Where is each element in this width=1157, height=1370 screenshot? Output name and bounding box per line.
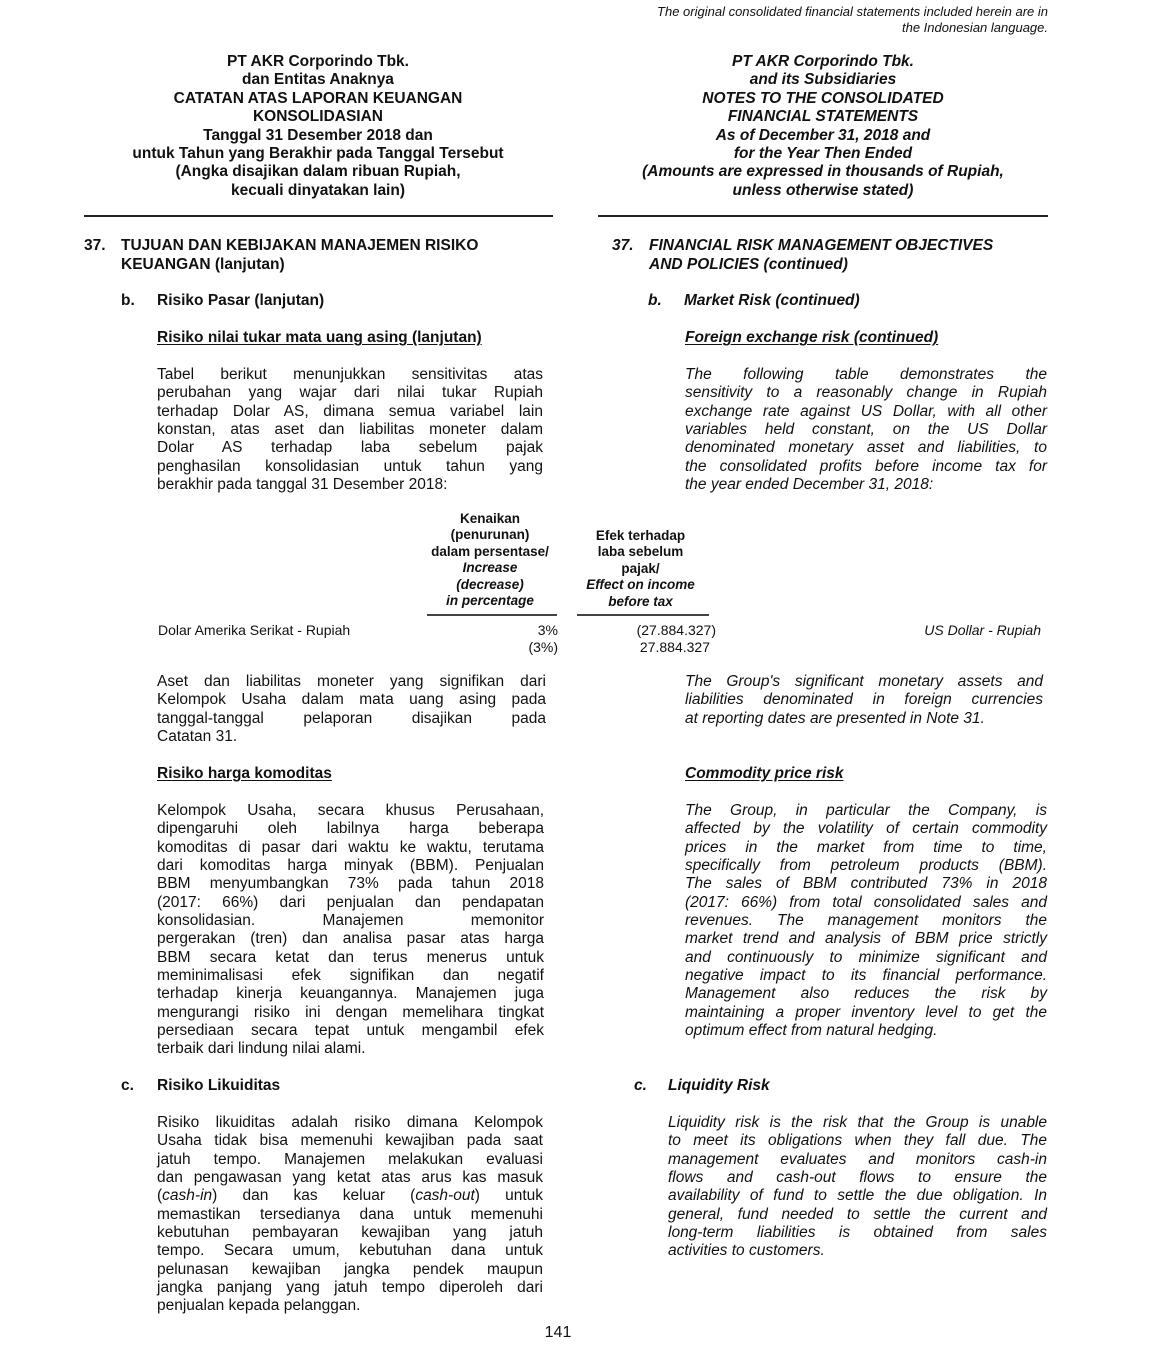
subsection-liquidity-risk-en [634,1077,1034,1097]
text-line: konsolidasian. Manajemen memonitor [157,912,544,930]
row-label-id: Dolar Amerika Serikat - Rupiah [158,622,351,638]
commodity-heading-id: Risiko harga komoditas [157,765,332,782]
text-line: The sales of BBM contributed 73% in 2018 [685,875,1047,893]
header-line: Tanggal 31 Desember 2018 dan [203,126,433,144]
text-line: penjualan kepada pelanggan. [157,1297,361,1315]
subsection-market-risk-en [648,292,1048,312]
text-line: jatuh tempo. Manajemen melakukan evaluasi [157,1150,543,1168]
header-divider-right [598,215,1048,217]
commodity-paragraph-id [157,802,544,1059]
text-line: availability of fund to settle the due obligation. In [668,1187,1047,1205]
text-line: Catatan 31. [157,728,238,746]
header-line: (decrease) [456,576,524,592]
text-line: tanggal-tanggal pelaporan disajikan pada [157,709,546,727]
header-line: KONSOLIDASIAN [252,108,384,126]
text-line: Liquidity risk is the risk that the Group is unable [668,1114,1047,1131]
row-label-en: US Dollar - Rupiah [924,622,1041,638]
header-line: before tax [608,593,673,609]
section-title-indonesian [84,237,554,277]
header-line: (penurunan) [450,527,530,543]
text-line: the consolidated profits before income tax for [685,457,1047,475]
text-line: mengurangi risiko ini dengan memelihara tingkat [157,1003,544,1021]
commodity-heading-en: Commodity price risk [685,765,844,782]
section-number: 37. [84,237,106,254]
header-line: dalam persentase/ [431,543,549,559]
fx-note-en [685,673,1043,728]
liquidity-paragraph-id [157,1114,543,1316]
row-effect: (27.884.327) [636,622,716,638]
table-header-rule-pct [427,614,557,616]
header-line: Efek terhadap [595,528,686,543]
disclaimer-line-2: the Indonesian language. [901,20,1048,35]
text-line: berakhir pada tanggal 31 Desember 2018: [157,476,448,494]
fx-paragraph-en [685,366,1047,494]
text-line: dan pengawasan yang ketat atas arus kas masuk [157,1169,543,1187]
subsection-title: Market Risk (continued) [684,292,860,309]
header-line: PT AKR Corporindo Tbk. [227,53,409,70]
text-line: denominated monetary asset and liabilities, to [685,439,1047,457]
text-line: BBM menyumbangkan 73% pada tahun 2018 [157,875,544,893]
text-line: BBM secara ketat dan terus menerus untuk [157,948,544,966]
header-line: Kenaikan [459,511,521,526]
row-pct: 3% [537,622,558,638]
text-line: memastikan tersedianya dana untuk memenuhi [157,1205,543,1223]
subsection-title: Risiko Likuiditas [157,1077,281,1094]
header-line: (Amounts are expressed in thousands of Rupiah, [642,163,1004,181]
text-line: The following table demonstrates the [685,366,1047,383]
header-line: pajak/ [621,560,660,576]
commodity-paragraph-en [685,802,1047,1040]
text-line: general, fund needed to settle the current and [668,1205,1047,1223]
header-line: for the Year Then Ended [733,145,913,163]
text-line: at reporting dates are presented in Note 31. [685,709,985,727]
header-line: NOTES TO THE CONSOLIDATED [702,89,944,107]
text-line: optimum effect from natural hedging. [685,1022,938,1040]
header-line: in percentage [446,593,534,609]
row-effect: 27.884.327 [639,639,710,655]
text-line: negative impact to its financial performance. [685,967,1047,985]
section-title-line: KEUANGAN (lanjutan) [121,255,285,273]
text-line: Tabel berikut menunjukkan sensitivitas atas [157,366,543,383]
header-divider-left [84,215,553,217]
text-line: dipengaruhi oleh labilnya harga beberapa [157,820,544,838]
header-line: kecuali dinyatakan lain) [230,181,405,199]
text-line: konstan, atas aset dan liabilitas moneter dalam [157,421,543,439]
text-line: Risiko likuiditas adalah risiko dimana Kelompok [157,1114,543,1131]
header-line: Increase [462,560,518,576]
text-line: long-term liabilities is obtained from sales [668,1224,1047,1242]
text-line: affected by the volatility of certain commodity [685,820,1047,838]
text-line: terbaik dari lindung nilai alami. [157,1040,366,1058]
translation-disclaimer [600,4,1048,36]
header-line: CATATAN ATAS LAPORAN KEUANGAN [173,89,463,107]
subsection-title: Risiko Pasar (lanjutan) [157,292,325,309]
text-line: pelunasan kewajiban jangka pendek maupun [157,1260,543,1278]
section-title-line: TUJUAN DAN KEBIJAKAN MANAJEMEN RISIKO [121,237,479,254]
header-line: (Angka disajikan dalam ribuan Rupiah, [175,163,461,181]
header-indonesian [84,53,552,200]
text-line: tempo. Secara umum, kebutuhan dana untuk [157,1242,543,1260]
section-title-english [612,237,1052,277]
text-line: dari komoditas harga minyak (BBM). Penjualan [157,857,544,875]
header-line: PT AKR Corporindo Tbk. [732,53,914,70]
header-line: untuk Tahun yang Berakhir pada Tanggal Tersebut [132,145,504,163]
text-line: revenues. The management monitors the [685,912,1047,930]
header-line: unless otherwise stated) [732,181,914,199]
text-line: activities to customers. [668,1242,825,1260]
text-line: Usaha tidak bisa memenuhi kewajiban pada saat [157,1132,543,1150]
section-title-line: AND POLICIES (continued) [649,255,848,273]
text-line: sensitivity to a reasonably change in Rupiah [685,384,1047,402]
text-line: meminimalisasi efek signifikan dan negatif [157,967,544,985]
text-line: market trend and analysis of BBM price strictly [685,930,1047,948]
table-row [0,622,1157,639]
fx-risk-heading-en: Foreign exchange risk (continued) [685,329,939,346]
fx-paragraph-id [157,366,543,494]
text-line: Management also reduces the risk by [685,985,1047,1003]
subsection-letter: b. [648,292,662,309]
text-line: Aset dan liabilitas moneter yang signifikan dari [157,673,546,690]
fx-note-id [157,673,546,746]
table-header-pct [415,511,565,609]
section-number: 37. [612,237,634,254]
header-english [598,53,1048,200]
text-line: the year ended December 31, 2018: [685,476,934,494]
header-line: laba sebelum [597,544,684,560]
table-row [0,639,1157,656]
subsection-letter: c. [121,1077,134,1094]
text-line: jangka panjang yang jatuh tempo diperoleh dari [157,1279,543,1297]
subsection-letter: b. [121,292,135,309]
header-line: FINANCIAL STATEMENTS [727,108,919,126]
text-line: variables held constant, on the US Dollar [685,421,1047,439]
text-line: flows and cash-out flows to ensure the [668,1169,1047,1187]
text-line: komoditas di pasar dari waktu ke waktu, terutama [157,838,544,856]
fx-risk-heading-id: Risiko nilai tukar mata uang asing (lanjutan) [157,329,482,346]
text-line: specifically from petroleum products (BBM). [685,857,1047,875]
text-line: liabilities denominated in foreign currencies [685,691,1043,709]
header-line: Effect on income [586,577,695,593]
text-line: and continuously to minimize significant and [685,948,1047,966]
subsection-letter: c. [634,1077,647,1094]
text-line: terhadap Dolar AS, dimana semua variabel lain [157,402,543,420]
row-pct: (3%) [528,639,558,655]
liquidity-paragraph-en [668,1114,1047,1261]
subsection-market-risk-id [121,292,541,312]
table-header-effect [568,528,713,610]
text-line: prices in the market from time to time, [685,838,1047,856]
subsection-title: Liquidity Risk [668,1077,770,1094]
header-line: As of December 31, 2018 and [715,126,931,144]
text-line: Dolar AS terhadap laba sebelum pajak [157,439,543,457]
text-line: Kelompok Usaha, secara khusus Perusahaan, [157,802,544,819]
text-line: The Group, in particular the Company, is [685,802,1047,819]
text-line: penghasilan konsolidasian untuk tahun yang [157,457,543,475]
text-line: persediaan secara tepat untuk mengambil efek [157,1022,544,1040]
text-line: perubahan yang wajar dari nilai tukar Rupiah [157,384,543,402]
disclaimer-line-1: The original consolidated financial statements included herein are in [657,4,1048,19]
header-line: dan Entitas Anaknya [242,71,394,89]
table-header-rule-effect [577,614,709,616]
page-number: 141 [544,1324,572,1341]
text-line: management evaluates and monitors cash-in [668,1150,1047,1168]
text-line: to meet its obligations when they fall due. The [668,1132,1047,1150]
text-line: exchange rate against US Dollar, with all other [685,402,1047,420]
text-line: (2017: 66%) dari penjualan dan pendapatan [157,893,544,911]
text-line: (cash-in) dan kas keluar (cash-out) untuk [157,1187,544,1205]
text-line: Kelompok Usaha dalam mata uang asing pada [157,691,546,709]
text-line: The Group's significant monetary assets and [685,673,1043,690]
text-line: pergerakan (tren) dan analisa pasar atas harga [157,930,544,948]
text-line: kebutuhan pembayaran kewajiban yang jatuh [157,1224,543,1242]
text-line: terhadap kinerja keuangannya. Manajemen juga [157,985,544,1003]
subsection-liquidity-risk-id [121,1077,541,1097]
text-line: maintaining a proper inventory level to get the [685,1003,1047,1021]
text-line: (2017: 66%) from total consolidated sales and [685,893,1047,911]
header-line: and its Subsidiaries [749,71,897,89]
section-title-line: FINANCIAL RISK MANAGEMENT OBJECTIVES [649,237,994,254]
